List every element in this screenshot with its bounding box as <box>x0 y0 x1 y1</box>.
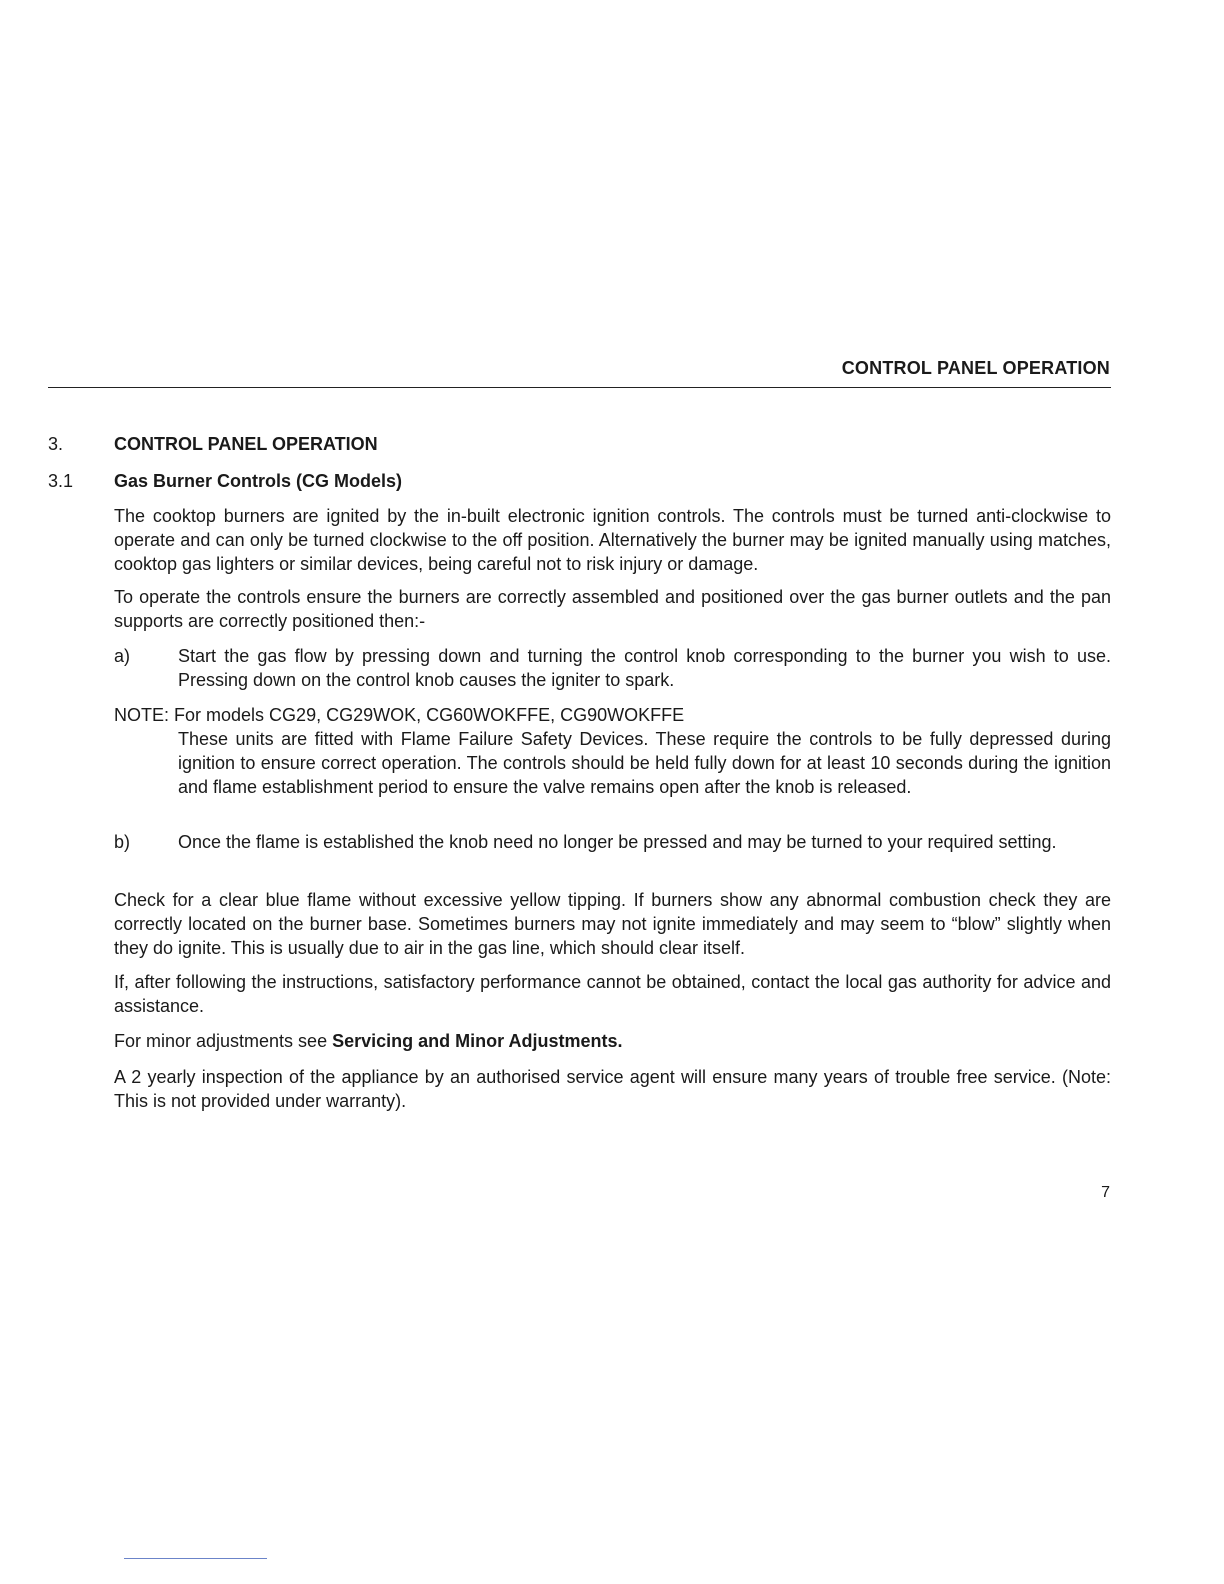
paragraph-text: If, after following the instructions, satisfactory performance cannot be obtained, contact the local gas authority for advice and assistance. <box>114 972 1111 1016</box>
list-marker: b) <box>114 832 131 852</box>
paragraph-text: The cooktop burners are ignited by the in-built electronic ignition controls. The controls must be turned anti-clockwise to operate and can only be turned clockwise to the off position. Alternatively the burner may be ignited manually using matches, cooktop gas lighters or similar devices, being careful not to risk injury or damage. <box>114 506 1111 574</box>
paragraph-contact <box>114 970 1111 1018</box>
note-block <box>114 703 1111 799</box>
paragraph-operate <box>114 585 1111 633</box>
paragraph-intro <box>114 504 1111 576</box>
note-models: For models CG29, CG29WOK, CG60WOKFFE, CG90WOKFFE <box>174 705 685 725</box>
paragraph-text: Check for a clear blue flame without excessive yellow tipping. If burners show any abnormal combustion check they are correctly located on the burner base. Sometimes burners may not ignite immediately and may seem to “blow” slightly when they do ignite. This is usually due to air in the gas line, which should clear itself. <box>114 890 1111 958</box>
list-marker: a) <box>114 646 131 666</box>
paragraph-flame-check <box>114 888 1111 960</box>
bottom-rule <box>124 1558 267 1559</box>
subsection-title: Gas Burner Controls (CG Models) <box>114 471 403 491</box>
list-item-a <box>114 644 1111 692</box>
subsection-number: 3.1 <box>48 471 74 491</box>
section-title: CONTROL PANEL OPERATION <box>114 434 378 454</box>
section-number: 3. <box>48 434 64 454</box>
paragraph-minor-adjustments <box>114 1029 1111 1053</box>
note-label: NOTE: <box>114 705 170 725</box>
page-number: 7 <box>1101 1184 1110 1201</box>
running-header-title: CONTROL PANEL OPERATION <box>841 358 1110 378</box>
note-body: These units are fitted with Flame Failure Safety Devices. These require the controls to be fully depressed during ignition to ensure correct operation. The controls should be held fully down for at least 10 seconds during the ignition and flame establishment period to ensure the valve remains open after the knob is released. <box>178 729 1111 797</box>
cross-reference: Servicing and Minor Adjustments. <box>332 1031 623 1051</box>
list-item-text: Once the flame is established the knob need no longer be pressed and may be turned to your required setting. <box>178 832 1057 852</box>
paragraph-inspection <box>114 1065 1111 1113</box>
paragraph-prefix: For minor adjustments see <box>114 1031 333 1051</box>
paragraph-text <box>114 1029 1111 1053</box>
list-item-text: Start the gas flow by pressing down and turning the control knob corresponding to the burner you wish to use. Pressing down on the control knob causes the igniter to spark. <box>178 646 1111 690</box>
header-rule <box>48 387 1111 388</box>
paragraph-text: A 2 yearly inspection of the appliance by an authorised service agent will ensure many years of trouble free service. (Note: This is not provided under warranty). <box>114 1067 1111 1111</box>
paragraph-text: To operate the controls ensure the burners are correctly assembled and positioned over the gas burner outlets and the pan supports are correctly positioned then:- <box>114 587 1111 631</box>
list-item-b <box>114 830 1111 854</box>
note-heading <box>114 703 1111 727</box>
